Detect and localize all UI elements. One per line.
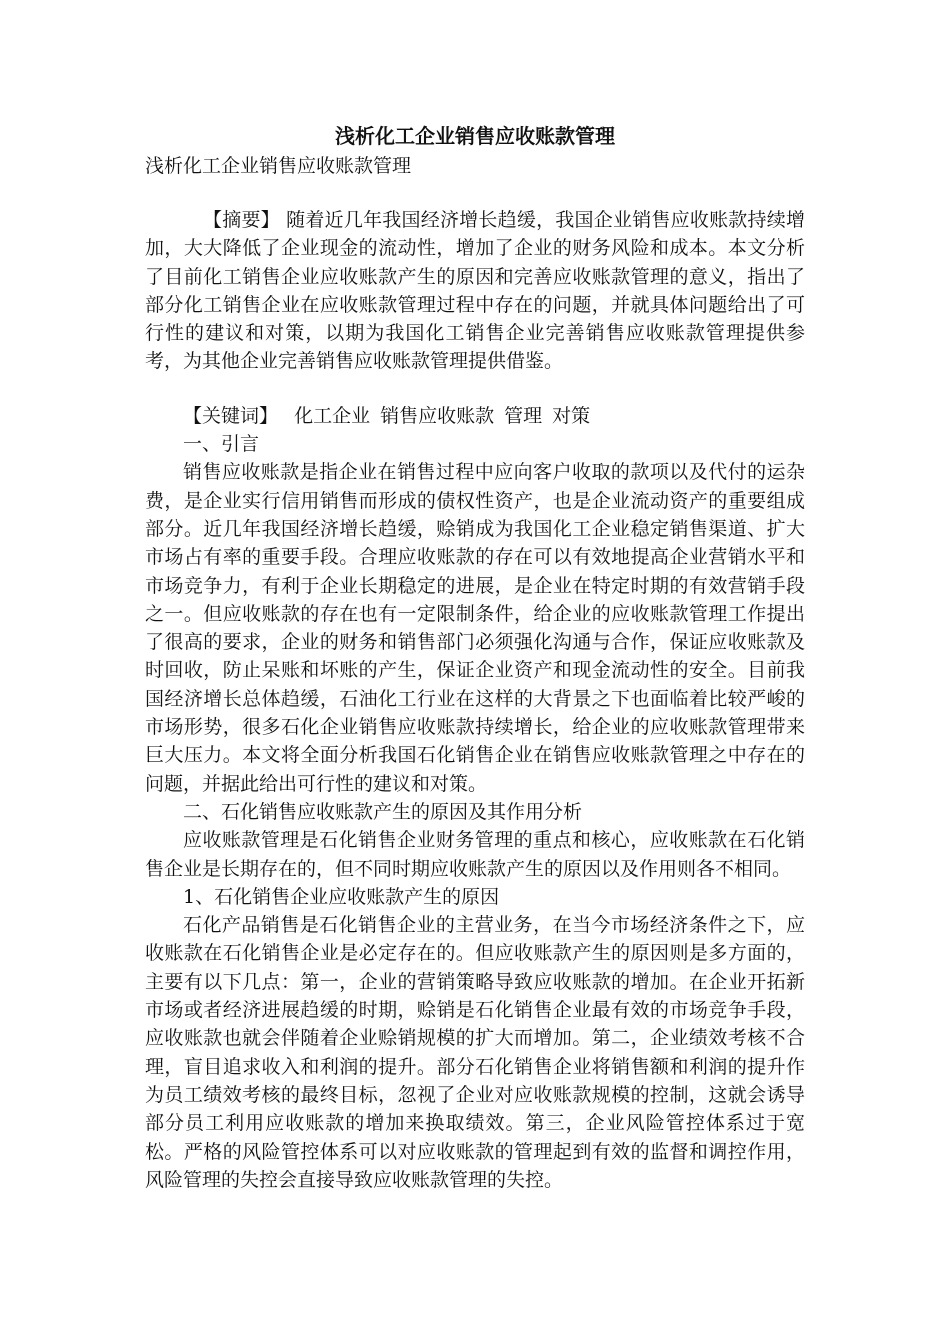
keyword: 销售应收账款 (380, 404, 495, 427)
abstract-text: 随着近几年我国经济增长趋缓，我国企业销售应收账款持续增加，大大降低了企业现金的流动性，增加了企业的财务风险和成本。本文分析了目前化工销售企业应收账款产生的原因和完善应收账款管理的意义，指出了部分化工销售企业在应收账款管理过程中存在的问题，并就具体问题给出了可行性的建议和对策，以期为我国化工销售企业完善销售应收账款管理提供参考，为其他企业完善销售应收账款管理提供借鉴。 (145, 209, 805, 373)
keyword: 化工企业 (294, 404, 371, 427)
keyword: 管理 (504, 404, 543, 427)
document-subtitle: 浅析化工企业销售应收账款管理 (145, 155, 412, 177)
body-paragraph: 应收账款管理是石化销售企业财务管理的重点和核心，应收账款在石化销售企业是长期存在的，但不同时期应收账款产生的原因以及作用则各不相同。 (145, 829, 805, 880)
abstract-label: 【摘要】 (203, 209, 280, 231)
section-heading-causes: 二、石化销售应收账款产生的原因及其作用分析 (183, 800, 583, 823)
body-paragraph: 销售应收账款是指企业在销售过程中应向客户收取的款项以及代付的运杂费，是企业实行信用销售而形成的债权性资产，也是企业流动资产的重要组成部分。近几年我国经济增长趋缓，赊销成为我国化工企业稳定销售渠道、扩大市场占有率的重要手段。合理应收账款的存在可以有效地提高企业营销水平和市场竞争力，有利于企业长期稳定的进展，是企业在特定时期的有效营销手段之一。但应收账款的存在也有一定限制条件，给企业的应收账款管理工作提出了很高的要求，企业的财务和销售部门必须强化沟通与合作，保证应收账款及时回收，防止呆账和坏账的产生，保证企业资产和现金流动性的安全。目前我国经济增长总体趋缓，石油化工行业在这样的大背景之下也面临着比较严峻的市场形势，很多石化企业销售应收账款持续增长，给企业的应收账款管理带来巨大压力。本文将全面分析我国石化销售企业在销售应收账款管理之中存在的问题，并据此给出可行性的建议和对策。 (145, 461, 805, 795)
document-title: 浅析化工企业销售应收账款管理 (335, 124, 615, 148)
document-page (145, 120, 805, 1194)
keywords-line (145, 402, 805, 430)
keyword: 对策 (552, 404, 591, 427)
section-heading-introduction: 一、引言 (183, 433, 260, 456)
subsection-heading-causes: 1、石化销售企业应收账款产生的原因 (183, 885, 500, 908)
abstract-paragraph (145, 206, 805, 376)
keywords-label: 【关键词】 (183, 404, 279, 427)
body-paragraph: 石化产品销售是石化销售企业的主营业务，在当今市场经济条件之下，应收账款在石化销售企业是必定存在的。但应收账款产生的原因则是多方面的，主要有以下几点：第一，企业的营销策略导致应收账款的增加。在企业开拓新市场或者经济进展趋缓的时期，赊销是石化销售企业最有效的市场竞争手段，应收账款也就会伴随着企业赊销规模的扩大而增加。第二，企业绩效考核不合理，盲目追求收入和利润的提升。部分石化销售企业将销售额和利润的提升作为员工绩效考核的最终目标，忽视了企业对应收账款规模的控制，这就会诱导部分员工利用应收账款的增加来换取绩效。第三，企业风险管控体系过于宽松。严格的风险管控体系可以对应收账款的管理起到有效的监督和调控作用，风险管理的失控会直接导致应收账款管理的失控。 (145, 914, 805, 1191)
